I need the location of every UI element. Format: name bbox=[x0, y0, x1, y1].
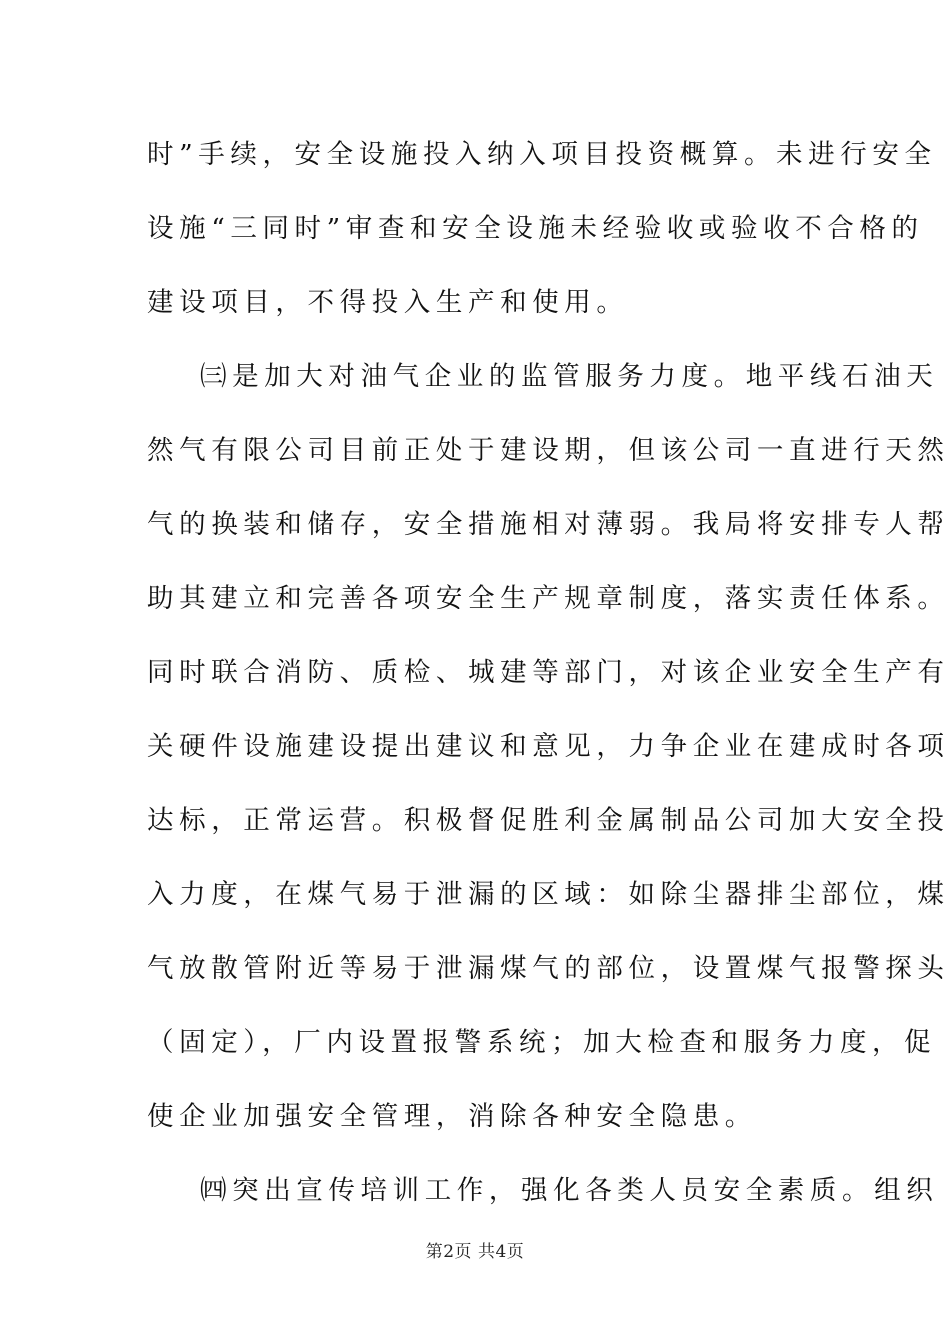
text-line: 气的换装和储存，安全措施相对薄弱。我局将安排专人帮 bbox=[147, 509, 950, 540]
text-line: （固定），厂内设置报警系统；加大检查和服务力度，促 bbox=[147, 1027, 937, 1058]
text-line: 达标，正常运营。积极督促胜利金属制品公司加大安全投 bbox=[147, 805, 950, 836]
text-line: 使企业加强安全管理，消除各种安全隐患。 bbox=[147, 1101, 757, 1132]
paragraph-start-line: ㈣突出宣传培训工作，强化各类人员安全素质。组织 bbox=[200, 1175, 939, 1206]
text-line: 助其建立和完善各项安全生产规章制度，落实责任体系。 bbox=[147, 583, 950, 614]
text-line: 时”手续，安全设施投入纳入项目投资概算。未进行安全 bbox=[147, 139, 937, 170]
text-line: 然气有限公司目前正处于建设期，但该公司一直进行天然 bbox=[147, 435, 950, 466]
text-line: 同时联合消防、质检、城建等部门，对该企业安全生产有 bbox=[147, 657, 950, 688]
text-line: 气放散管附近等易于泄漏煤气的部位，设置煤气报警探头 bbox=[147, 953, 950, 984]
text-line: 建设项目，不得投入生产和使用。 bbox=[147, 287, 629, 318]
text-line: 关硬件设施建设提出建议和意见，力争企业在建成时各项 bbox=[147, 731, 950, 762]
paragraph-start-line: ㈢是加大对油气企业的监管服务力度。地平线石油天 bbox=[200, 361, 939, 392]
page-footer: 第2页 共4页 bbox=[425, 1242, 525, 1262]
text-line: 入力度，在煤气易于泄漏的区域：如除尘器排尘部位，煤 bbox=[147, 879, 950, 910]
text-line: 设施“三同时”审查和安全设施未经验收或验收不合格的 bbox=[147, 213, 924, 244]
